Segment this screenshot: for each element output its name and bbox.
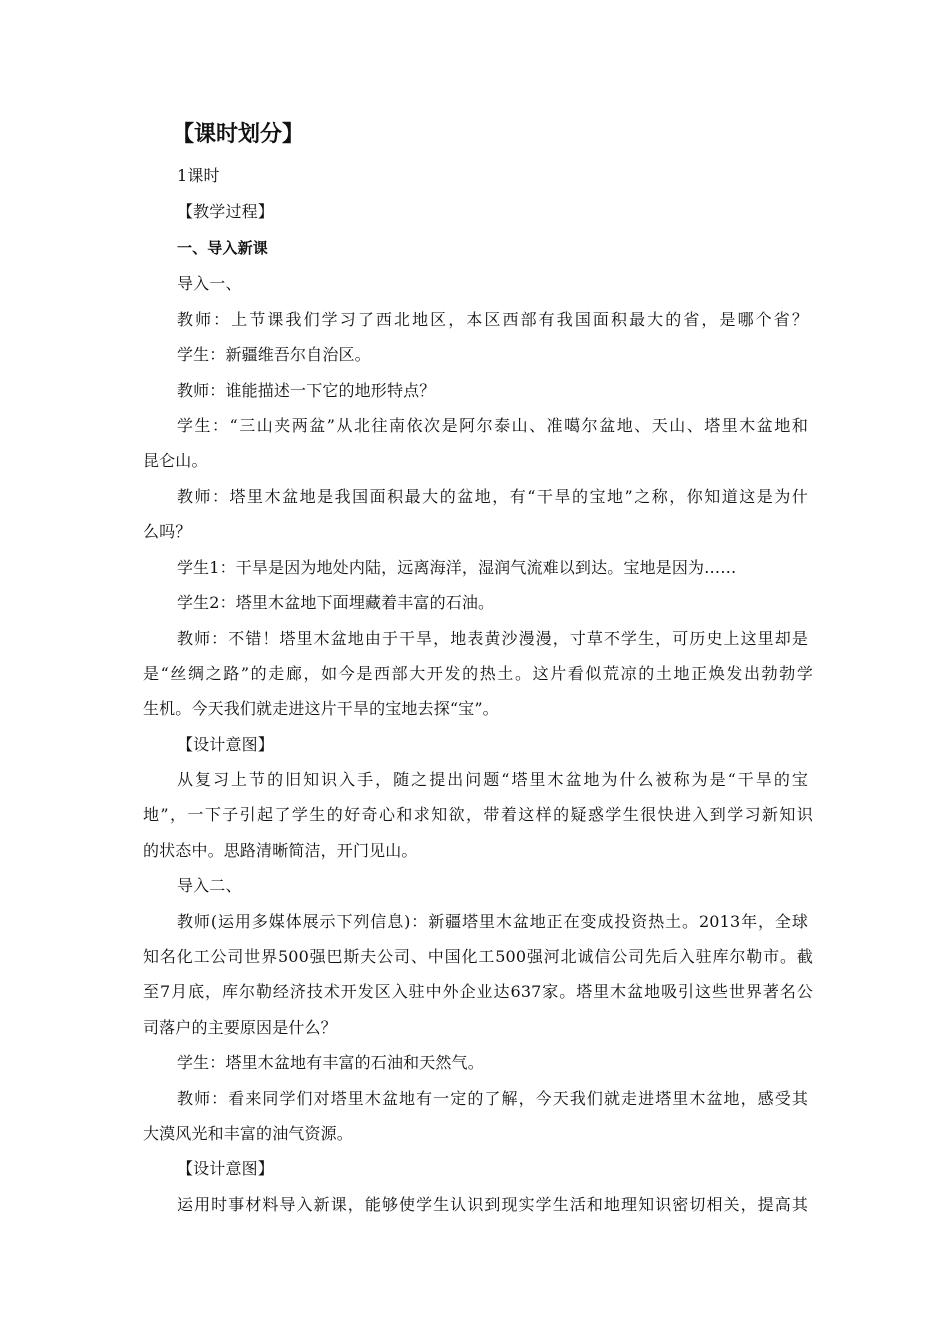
intro-heading: 一、导入新课 — [177, 239, 268, 257]
paragraph-line: 大漠风光和丰富的油气资源。 — [143, 1124, 353, 1143]
paragraph-line: 司落户的主要原因是什么？ — [143, 1018, 337, 1037]
paragraph-line: 生机。今天我们就走进这片干旱的宝地去探“宝”。 — [143, 699, 499, 718]
paragraph-line: 学生2：塔里木盆地下面埋藏着丰富的石油。 — [177, 593, 495, 612]
paragraph-line: 学生：新疆维吾尔自治区。 — [177, 345, 371, 364]
paragraph-line: 的状态中。思路清晰简洁，开门见山。 — [143, 841, 418, 860]
paragraph-line: 学生：塔里木盆地有丰富的石油和天然气。 — [177, 1053, 484, 1072]
paragraph-line: 教师：不错！塔里木盆地由于干旱，地表黄沙漫漫，寸草不学生，可历史上这里却是 — [177, 629, 808, 648]
intro-two-label: 导入二、 — [177, 876, 242, 895]
paragraph-line: 学生：“三山夹两盆”从北往南依次是阿尔泰山、准噶尔盆地、天山、塔里木盆地和 — [177, 416, 808, 435]
paragraph-line: 运用时事材料导入新课，能够使学生认识到现实学生活和地理知识密切相关，提高其 — [177, 1195, 808, 1214]
paragraph-line: 地”，一下子引起了学生的好奇心和求知欲，带着这样的疑惑学生很快进入到学习新知识 — [143, 805, 813, 824]
paragraph-line: 教师：看来同学们对塔里木盆地有一定的了解，今天我们就走进塔里木盆地，感受其 — [177, 1089, 808, 1108]
paragraph-line: 至7月底，库尔勒经济技术开发区入驻中外企业达637家。塔里木盆地吸引这些世界著名公 — [143, 982, 813, 1001]
paragraph-line: 教师(运用多媒体展示下列信息)：新疆塔里木盆地正在变成投资热土。2013年，全球 — [177, 912, 808, 931]
teaching-process-heading: 【教学过程】 — [177, 202, 274, 221]
paragraph-line: 从复习上节的旧知识入手，随之提出问题“塔里木盆地为什么被称为是“干旱的宝 — [177, 770, 808, 789]
design-intent-heading: 【设计意图】 — [177, 1159, 274, 1178]
paragraph-line: 教师：谁能描述一下它的地形特点？ — [177, 381, 436, 400]
intro-one-label: 导入一、 — [177, 274, 242, 293]
lesson-count: 1课时 — [177, 166, 220, 185]
paragraph-line: 么吗？ — [143, 522, 192, 541]
design-intent-heading: 【设计意图】 — [177, 735, 274, 754]
paragraph-line: 学生1：干旱是因为地处内陆，远离海洋，湿润气流难以到达。宝地是因为…… — [177, 558, 737, 577]
paragraph-line: 教师：塔里木盆地是我国面积最大的盆地，有“干旱的宝地”之称，你知道这是为什 — [177, 487, 808, 506]
paragraph-line: 教师：上节课我们学习了西北地区，本区西部有我国面积最大的省，是哪个省？ — [177, 310, 808, 329]
section-title: 【课时划分】 — [172, 122, 305, 147]
paragraph-line: 是“丝绸之路”的走廊，如今是西部大开发的热土。这片看似荒凉的土地正焕发出勃勃学 — [143, 664, 813, 683]
paragraph-line: 昆仑山。 — [143, 451, 208, 470]
paragraph-line: 知名化工公司世界500强巴斯夫公司、中国化工500强河北诚信公司先后入驻库尔勒市。截 — [143, 947, 813, 966]
